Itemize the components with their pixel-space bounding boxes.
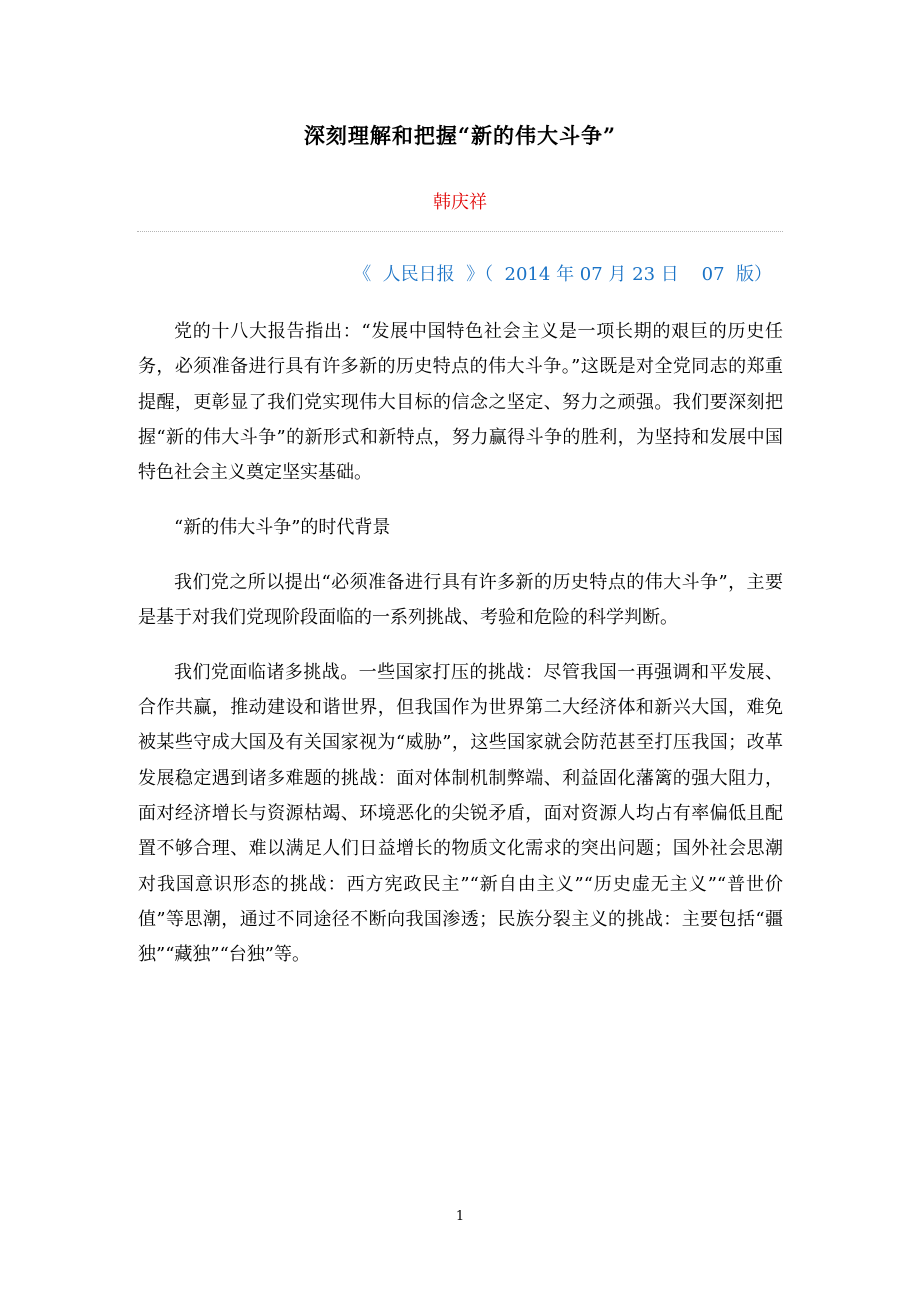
publication-source: 《 人民日报 》（ 2014 年 07 月 23 日 07 版） [353,264,772,285]
body-paragraph: 党的十八大报告指出：“发展中国特色社会主义是一项长期的艰巨的历史任务，必须准备进行具有许多新的历史特点的伟大斗争。”这既是对全党同志的郑重提醒，更彰显了我们党实现伟大目标的信念之坚定、努力之顽强。我们要深刻把握“新的伟大斗争”的新形式和新特点，努力赢得斗争的胜利，为坚持和发展中国特色社会主义奠定坚实基础。 [138,321,783,484]
body-paragraph: 我们党面临诸多挑战。一些国家打压的挑战：尽管我国一再强调和平发展、合作共赢，推动建设和谐世界，但我国作为世界第二大经济体和新兴大国，难免被某些守成大国及有关国家视为“威胁”，这些国家就会防范甚至打压我国；改革发展稳定遇到诸多难题的挑战：面对体制机制弊端、利益固化藩篱的强大阻力，面对经济增长与资源枯竭、环境恶化的尖锐矛盾，面对资源人均占有率偏低且配置不够合理、难以满足人们日益增长的物质文化需求的突出问题；国外社会思潮对我国意识形态的挑战：西方宪政民主”“新自由主义”“历史虚无主义”“普世价值”等思潮，通过不同途径不断向我国渗透；民族分裂主义的挑战：主要包括“疆独”“藏独”“台独”等。 [138,661,783,966]
section-heading: “新的伟大斗争”的时代背景 [174,516,391,538]
article-author: 韩庆祥 [433,192,487,213]
page-number: 1 [455,1209,465,1224]
title-divider [137,231,783,232]
article-title: 深刻理解和把握“新的伟大斗争” [303,123,617,148]
body-paragraph: 我们党之所以提出“必须准备进行具有许多新的历史特点的伟大斗争”，主要是基于对我们党现阶段面临的一系列挑战、考验和危险的科学判断。 [138,571,783,629]
article-body [138,314,783,992]
